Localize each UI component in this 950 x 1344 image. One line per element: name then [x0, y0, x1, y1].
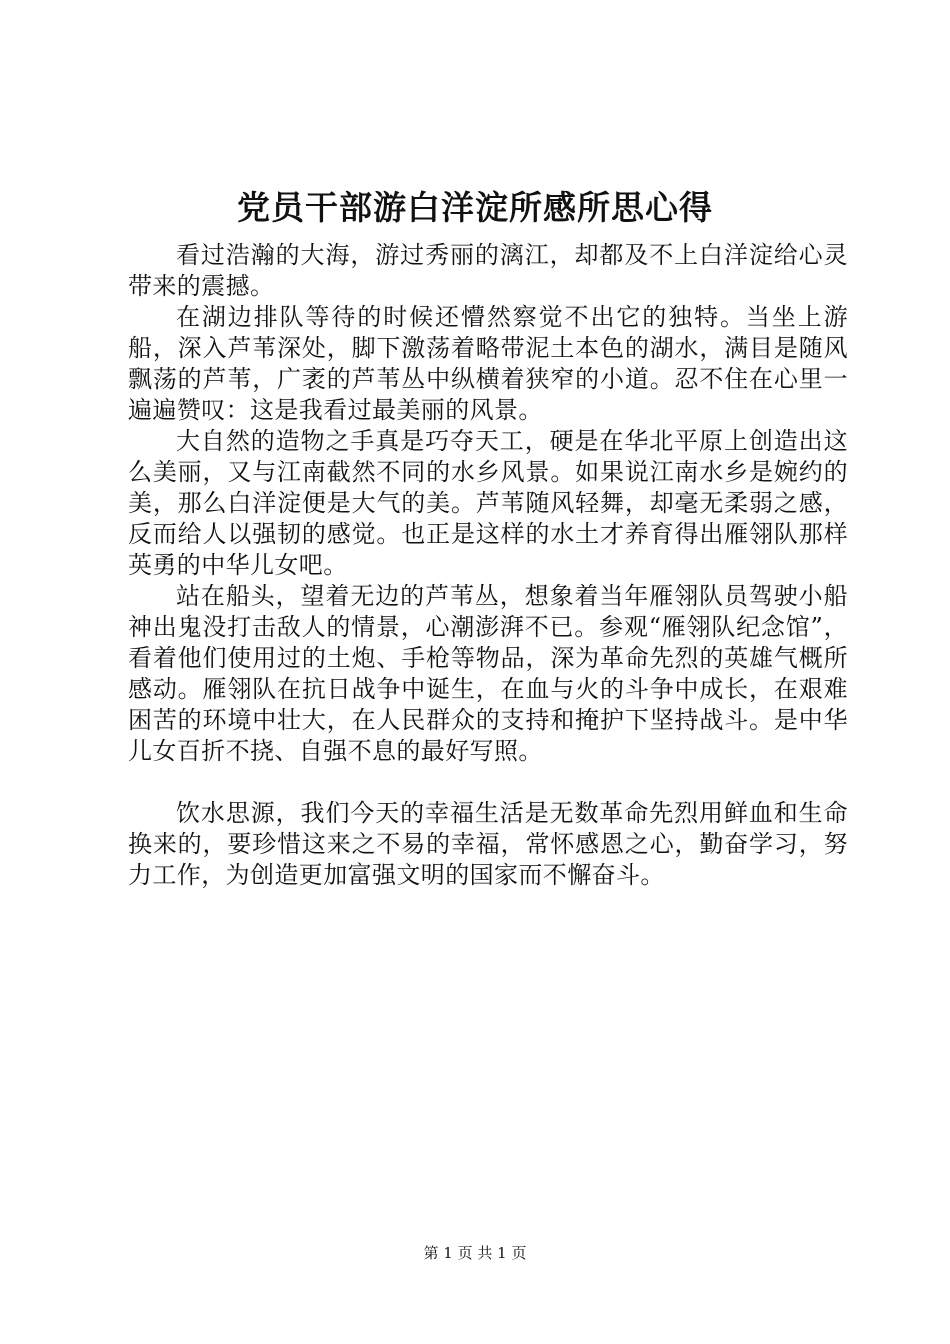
paragraph-1: 看过浩瀚的大海，游过秀丽的漓江，却都及不上白洋淀给心灵带来的震撼。	[128, 241, 848, 300]
page-footer: 第 1 页 共 1 页	[423, 1244, 527, 1262]
paragraph-4: 站在船头，望着无边的芦苇丛，想象着当年雁翎队员驾驶小船神出鬼没打击敌人的情景，心潮澎湃不已。参观“雁翎队纪念馆”，看着他们使用过的土炮、手枪等物品，深为革命先烈的英雄气概所感动。雁翎队在抗日战争中诞生，在血与火的斗争中成长，在艰难困苦的环境中壮大，在人民群众的支持和掩护下坚持战斗。是中华儿女百折不挠、自强不息的最好写照。	[128, 582, 848, 765]
paragraph-5: 饮水思源，我们今天的幸福生活是无数革命先烈用鲜血和生命换来的，要珍惜这来之不易的幸福，常怀感恩之心，勤奋学习，努力工作，为创造更加富强文明的国家而不懈奋斗。	[128, 799, 848, 889]
document-title: 党员干部游白洋淀所感所思心得	[237, 188, 713, 227]
document-body	[128, 240, 848, 891]
paragraph-3: 大自然的造物之手真是巧夺天工，硬是在华北平原上创造出这么美丽，又与江南截然不同的水乡风景。如果说江南水乡是婉约的美，那么白洋淀便是大气的美。芦苇随风轻舞，却毫无柔弱之感，反而给人以强韧的感觉。也正是这样的水土才养育得出雁翎队那样英勇的中华儿女吧。	[128, 427, 848, 579]
paragraph-2: 在湖边排队等待的时候还懵然察觉不出它的独特。当坐上游船，深入芦苇深处，脚下激荡着略带泥土本色的湖水，满目是随风飘荡的芦苇，广袤的芦苇丛中纵横着狭窄的小道。忍不住在心里一遍遍赞叹：这是我看过最美丽的风景。	[128, 303, 848, 424]
